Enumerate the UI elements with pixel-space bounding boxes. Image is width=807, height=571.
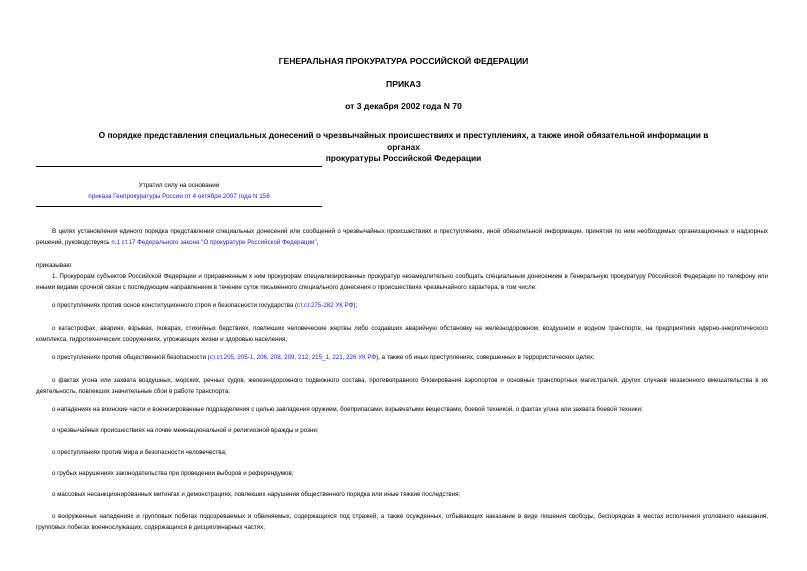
intro-paragraph	[36, 227, 768, 248]
bullet-3-link[interactable]: ст.ст.205, 205-1, 206, 208, 209, 212, 215_1, 221, 226 УК РФ	[209, 354, 377, 361]
status-note-text: Утратил силу на основании	[138, 182, 220, 189]
bullet-1-end: );	[353, 302, 358, 309]
org-title: ГЕНЕРАЛЬНАЯ ПРОКУРАТУРА РОССИЙСКОЙ ФЕДЕРАЦИИ	[278, 56, 529, 66]
bullet-10: о вооруженных нападениях и групповых побегах подозреваемых и обвиняемых, содержащихся под стражей, а также осужденных, отбывающих наказание в виде лишения свободы, беспорядках в местах исполнения уголовного наказания, групповых побегах военнослужащих, содержащихся в дисциплинарных частях;	[36, 513, 768, 531]
bullet-7: о преступлениях против мира и безопасности человечества;	[52, 449, 227, 456]
subtitle-line-1: О порядке представления специальных донесений о чрезвычайных происшествиях и преступлениях, а также иной обязательной информации в органах	[98, 130, 709, 152]
subtitle-line-2: прокуратуры Российской Федерации	[325, 153, 482, 163]
doc-date-number: от 3 декабря 2002 года N 70	[345, 101, 462, 111]
bullet-1-link[interactable]: ст.ст.275-282 УК РФ	[297, 302, 354, 309]
order-word: приказываю:	[36, 262, 73, 269]
bullet-2: о катастрофах, авариях, взрывах, пожарах, стихийных бедствиях, повлекших человеческие жертвы либо создавших аварийную обстановку на железнодорожном, воздушном и водном транспорте, на предприятиях ядерно-энергетического комплекса, гидротехнических сооружениях, угрожающих жизни и здоровью населения;	[36, 325, 768, 343]
divider-bottom	[36, 206, 322, 207]
doc-subtitle	[90, 130, 717, 165]
status-note	[36, 180, 322, 202]
bullet-3-end: ), а также об иных преступлениях, совершенных в террористических целях;	[376, 354, 595, 361]
bullet-4: о фактах угона или захвата воздушных, морских, речных судов, железнодорожного подвижного состава, противоправного блокирования аэропортов и основных транспортных магистралей, других случаев незаконного вмешательства в их деятельность, повлекших значительные сбои в работе транспорта;	[36, 377, 768, 395]
intro-text: В целях установления единого порядка представления специальных донесений или сообщений о чрезвычайных происшествиях и преступлениях, иной обязательной информации, принятия по ним необходимых организационных и надзорных решений, руководствуясь	[36, 228, 768, 246]
intro-text-end: ,	[316, 238, 319, 246]
item-1: 1. Прокурорам субъектов Российской Федерации и приравненным к ним прокурорам специализированных прокуратур незамедлительно сообщать специальным донесением в Генеральную прокуратуру Российской Федерации по телефону или иными видами срочной связи с последующим направлением в течение суток письменного специального донесения о происшествиях чрезвычайного характера, в том числе:	[36, 273, 768, 291]
bullet-1-text: о преступлениях против основ конституционного строя и безопасности государства (	[52, 302, 298, 309]
bullet-3	[36, 353, 768, 364]
bullet-8: о грубых нарушениях законодательства при проведении выборов и референдумов;	[52, 470, 294, 477]
bullet-9: о массовых несанкционированных митингах и демонстрациях, повлекших нарушения общественного порядка или иные тяжкие последствия;	[52, 491, 461, 498]
bullet-6: о чрезвычайных происшествиях на почве межнациональной и религиозной вражды и розни;	[52, 427, 319, 434]
law-link[interactable]: п.1 ст.17 Федерального закона "О прокуратуре Российской Федерации"	[111, 238, 317, 246]
bullet-3-text: о преступлениях против общественной безопасности (	[52, 354, 210, 361]
doc-type: ПРИКАЗ	[386, 79, 421, 89]
status-note-link[interactable]: приказа Генпрокуратуры России от 4 октября 2007 года N 158	[88, 193, 270, 200]
bullet-1	[36, 301, 768, 312]
bullet-5: о нападениях на воинские части и военизированные подразделения с целью завладения оружием, боеприпасами, взрывчатыми веществами, боевой техникой, о фактах угона или захвата боевой техники;	[52, 406, 643, 413]
divider-top	[36, 166, 322, 167]
